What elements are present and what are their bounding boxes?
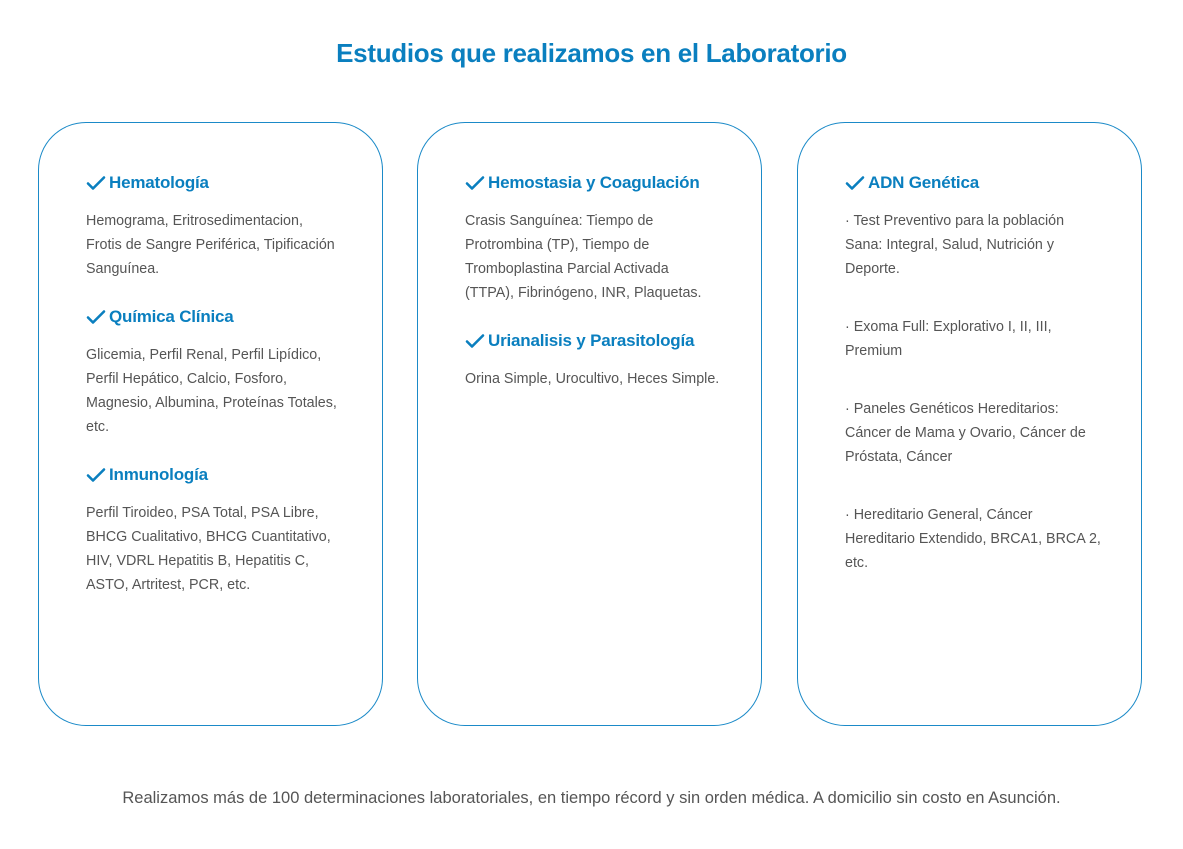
check-icon bbox=[845, 175, 865, 191]
section-heading bbox=[465, 173, 721, 193]
section-title: Química Clínica bbox=[109, 307, 234, 326]
check-icon bbox=[86, 309, 106, 325]
section-adn-genetica bbox=[845, 173, 1101, 575]
page-title: Estudios que realizamos en el Laboratorio bbox=[336, 38, 847, 68]
section-urianalisis bbox=[465, 331, 721, 391]
section-title: ADN Genética bbox=[868, 173, 979, 192]
check-icon bbox=[465, 333, 485, 349]
check-icon bbox=[86, 175, 106, 191]
section-title: Hemostasia y Coagulación bbox=[488, 173, 700, 192]
list-item: · Test Preventivo para la población Sana: Integral, Salud, Nutrición y Deporte. bbox=[845, 213, 1065, 277]
section-heading bbox=[465, 331, 721, 351]
section-quimica-clinica bbox=[86, 307, 342, 439]
section-heading bbox=[86, 307, 342, 327]
check-icon bbox=[86, 467, 106, 483]
list-item: · Exoma Full: Explorativo I, II, III, Premium bbox=[845, 319, 1052, 359]
section-body: Perfil Tiroideo, PSA Total, PSA Libre, BHCG Cualitativo, BHCG Cuantitativo, HIV, VDRL Hepatitis B, Hepatitis C, ASTO, Artritest, PCR, etc. bbox=[86, 505, 331, 593]
footer-text: Realizamos más de 100 determinaciones laboratoriales, en tiempo récord y sin orden médica. A domicilio sin costo en Asunción. bbox=[122, 789, 1061, 807]
section-title: Inmunología bbox=[109, 465, 208, 484]
list-item: · Paneles Genéticos Hereditarios: Cáncer de Mama y Ovario, Cáncer de Próstata, Cáncer bbox=[845, 401, 1086, 465]
card-hemostasia-urianalisis bbox=[417, 122, 762, 726]
section-hematologia bbox=[86, 173, 342, 281]
section-body: Hemograma, Eritrosedimentacion, Frotis de Sangre Periférica, Tipificación Sanguínea. bbox=[86, 213, 335, 277]
section-body: Glicemia, Perfil Renal, Perfil Lipídico, Perfil Hepático, Calcio, Fosforo, Magnesio, Albumina, Proteínas Totales, etc. bbox=[86, 347, 337, 435]
section-hemostasia bbox=[465, 173, 721, 305]
section-body: Orina Simple, Urocultivo, Heces Simple. bbox=[465, 371, 720, 387]
section-heading bbox=[86, 465, 342, 485]
section-heading bbox=[86, 173, 342, 193]
section-heading bbox=[845, 173, 1101, 193]
list-item: · Hereditario General, Cáncer Hereditario Extendido, BRCA1, BRCA 2, etc. bbox=[845, 507, 1101, 571]
section-title: Urianalisis y Parasitología bbox=[488, 331, 695, 350]
section-body: Crasis Sanguínea: Tiempo de Protrombina (TP), Tiempo de Tromboplastina Parcial Activada (TTPA), Fibrinógeno, INR, Plaquetas. bbox=[465, 213, 702, 301]
section-title: Hematología bbox=[109, 173, 209, 192]
section-inmunologia bbox=[86, 465, 342, 597]
card-hematologia-quimica-inmunologia bbox=[38, 122, 383, 726]
card-adn-genetica bbox=[797, 122, 1142, 726]
check-icon bbox=[465, 175, 485, 191]
